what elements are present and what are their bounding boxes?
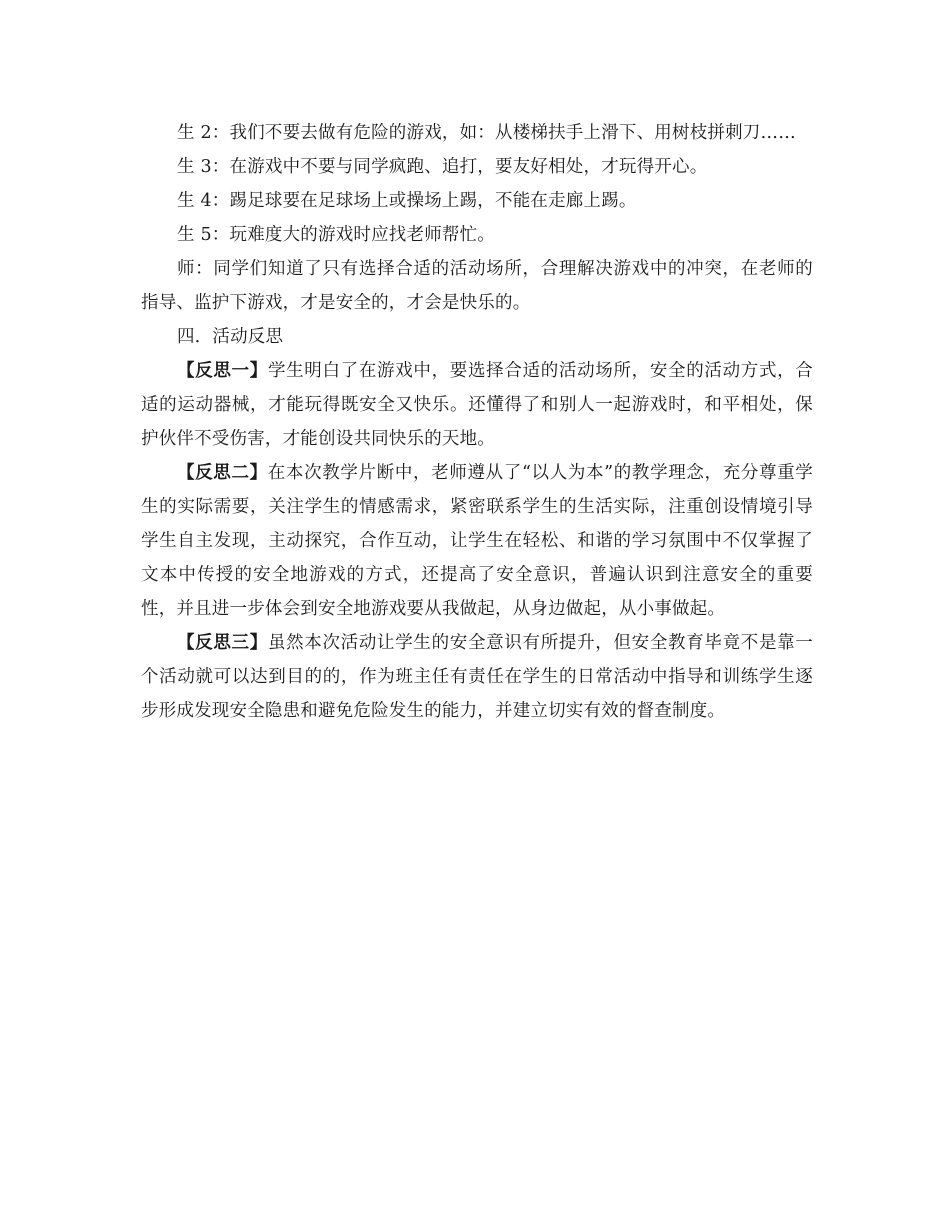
- reflection-three-label: 【反思三】: [177, 633, 268, 653]
- section-heading-activity-reflection: 四．活动反思: [177, 327, 284, 347]
- reflection-one: [141, 354, 813, 456]
- reflection-two-label: 【反思二】: [177, 463, 268, 483]
- student-5-response: 生 5：玩难度大的游戏时应找老师帮忙。: [177, 225, 495, 245]
- student-4-response: 生 4：踢足球要在足球场上或操场上踢，不能在走廊上踢。: [177, 191, 637, 211]
- reflection-one-label: 【反思一】: [177, 361, 268, 381]
- reflection-two: [141, 456, 813, 626]
- reflection-one-text: 学生明白了在游戏中，要选择合适的活动场所，安全的活动方式，合适的运动器械，才能玩得既安全又快乐。还懂得了和别人一起游戏时，和平相处，保护伙伴不受伤害，才能创设共同快乐的天地。: [141, 361, 814, 449]
- reflection-two-text: 在本次教学片断中，老师遵从了“以人为本”的教学理念，充分尊重学生的实际需要，关注学生的情感需求，紧密联系学生的生活实际，注重创设情境引导学生自主发现，主动探究，合作互动，让学生在轻松、和谐的学习氛围中不仅掌握了文本中传授的安全地游戏的方式，还提高了安全意识，普遍认识到注意安全的重要性，并且进一步体会到安全地游戏要从我做起，从身边做起，从小事做起。: [141, 463, 814, 619]
- student-3-response: 生 3：在游戏中不要与同学疯跑、追打，要友好相处，才玩得开心。: [177, 157, 708, 177]
- reflection-three: [141, 626, 813, 728]
- student-2-response: 生 2：我们不要去做有危险的游戏，如：从楼梯扶手上滑下、用树枝拼刺刀……: [177, 123, 796, 143]
- teacher-summary: 师：同学们知道了只有选择合适的活动场所，合理解决游戏中的冲突，在老师的指导、监护下游戏，才是安全的，才会是快乐的。: [141, 259, 813, 313]
- document-body: [141, 116, 813, 728]
- reflection-three-text: 虽然本次活动让学生的安全意识有所提升，但安全教育毕竟不是靠一个活动就可以达到目的的，作为班主任有责任在学生的日常活动中指导和训练学生逐步形成发现安全隐患和避免危险发生的能力，并建立切实有效的督查制度。: [141, 633, 814, 721]
